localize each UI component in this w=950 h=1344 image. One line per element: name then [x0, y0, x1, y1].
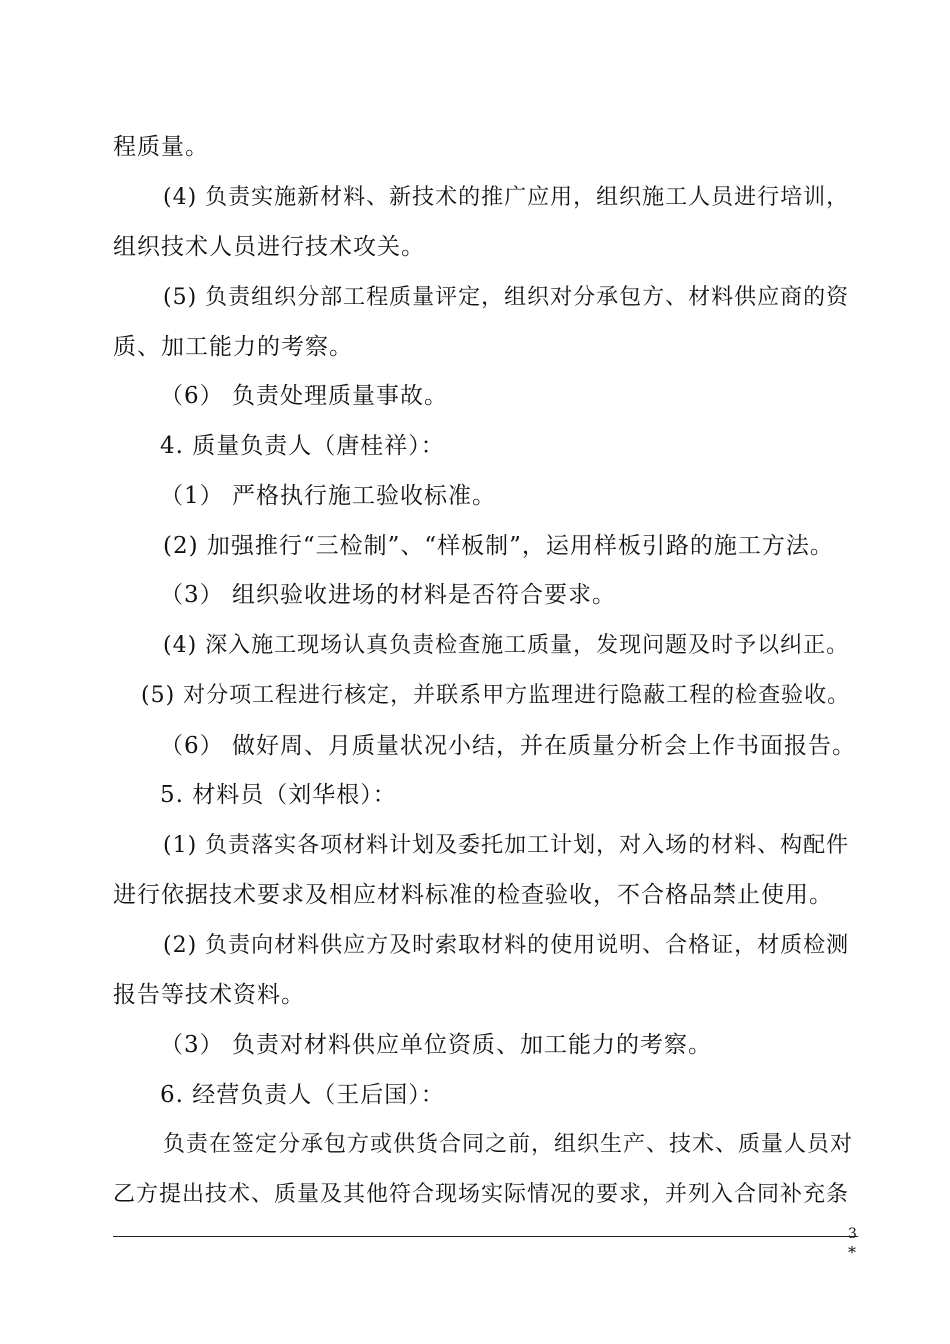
paragraph-line: 质、加工能力的考察。 — [113, 334, 353, 360]
paragraph-line: (4) 深入施工现场认真负责检查施工质量，发现问题及时予以纠正。 — [163, 633, 850, 658]
paragraph-line: (2) 负责向材料供应方及时索取材料的使用说明、合格证，材质检测 — [163, 933, 850, 958]
paragraph-line: 负责在签定分承包方或供货合同之前，组织生产、技术、质量人员对 — [163, 1132, 854, 1157]
paragraph-line: （1） 严格执行施工验收标准。 — [160, 483, 496, 509]
section-heading: 5. 材料员（刘华根）： — [160, 782, 397, 808]
paragraph-line: （6） 做好周、月质量状况小结，并在质量分析会上作书面报告。 — [160, 733, 856, 759]
paragraph-line: 进行依据技术要求及相应材料标准的检查验收，不合格品禁止使用。 — [113, 882, 833, 908]
paragraph-line: (1) 负责落实各项材料计划及委托加工计划，对入场的材料、构配件 — [163, 833, 850, 858]
section-heading: 6. 经营负责人（王后国）： — [160, 1082, 445, 1108]
paragraph-line: (2) 加强推行“三检制”、“样板制”，运用样板引路的施工方法。 — [163, 533, 834, 559]
paragraph-line: 乙方提出技术、质量及其他符合现场实际情况的要求，并列入合同补充条 — [113, 1182, 850, 1207]
page-number: 3 — [848, 1226, 857, 1242]
paragraph-line: （3） 组织验收进场的材料是否符合要求。 — [160, 582, 616, 608]
footer-rule — [113, 1236, 858, 1237]
paragraph-line: (5) 负责组织分部工程质量评定，组织对分承包方、材料供应商的资 — [163, 285, 850, 310]
section-heading: 4. 质量负责人（唐桂祥）： — [160, 433, 445, 459]
paragraph-line: (4) 负责实施新材料、新技术的推广应用，组织施工人员进行培训， — [163, 185, 850, 210]
paragraph-line: （3） 负责对材料供应单位资质、加工能力的考察。 — [160, 1032, 712, 1058]
paragraph-line: 程质量。 — [113, 134, 209, 160]
paragraph-line: 报告等技术资料。 — [113, 982, 305, 1008]
paragraph-line: （6） 负责处理质量事故。 — [160, 383, 448, 409]
paragraph-line: 组织技术人员进行技术攻关。 — [113, 234, 425, 260]
paragraph-line: (5) 对分项工程进行核定，并联系甲方监理进行隐蔽工程的检查验收。 — [141, 683, 851, 708]
page-mark: * — [848, 1243, 856, 1262]
